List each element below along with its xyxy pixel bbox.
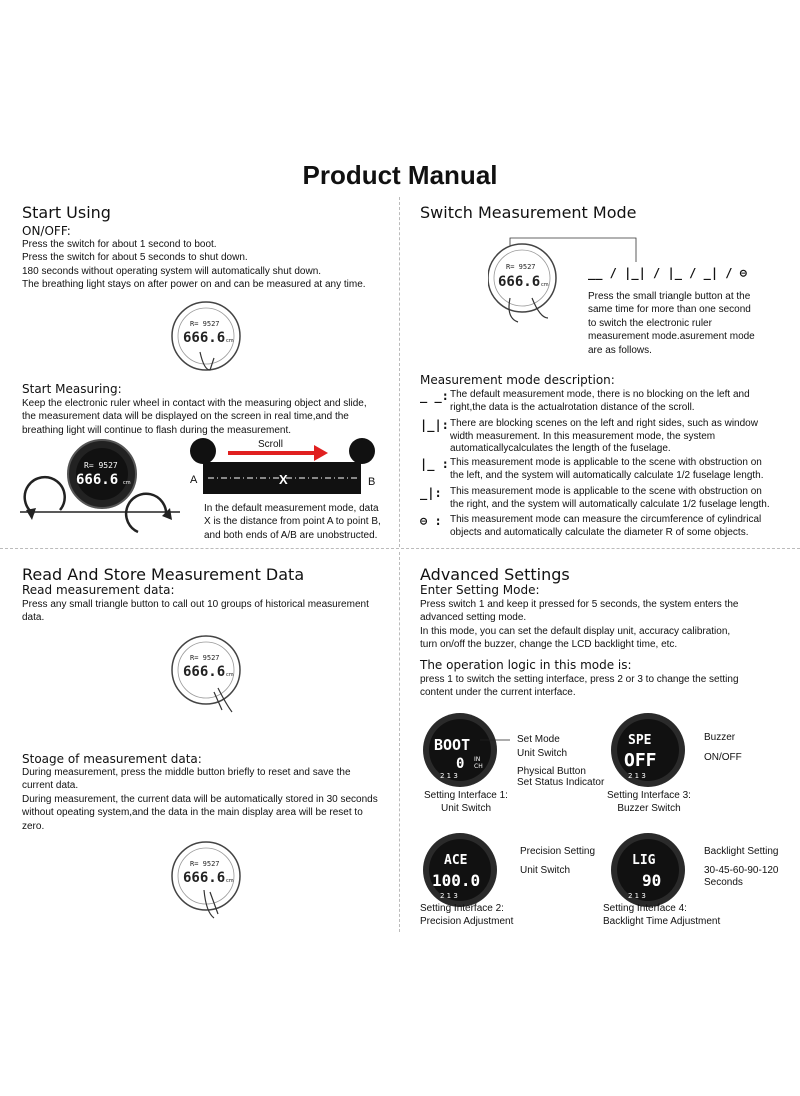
start-using-heading: Start Using xyxy=(22,203,111,222)
svg-text:LIG: LIG xyxy=(632,853,656,868)
setting-panel-1-caption: Setting Interface 1: Unit Switch xyxy=(424,790,508,815)
callout-set-mode: Set Mode xyxy=(517,734,560,745)
svg-text:666.6: 666.6 xyxy=(183,330,226,346)
point-x-label: X xyxy=(279,472,288,487)
svg-text:0: 0 xyxy=(456,756,465,772)
read-data-subheading: Read measurement data: xyxy=(22,583,175,597)
mode-description-heading: Measurement mode description: xyxy=(420,373,615,387)
svg-text:CH: CH xyxy=(474,763,483,770)
svg-text:cm: cm xyxy=(541,282,549,288)
callout-buzzer: Buzzer xyxy=(704,732,736,743)
svg-text:SPE: SPE xyxy=(628,733,652,748)
svg-text:2 1 3: 2 1 3 xyxy=(440,892,458,900)
advanced-heading: Advanced Settings xyxy=(420,565,570,584)
column-divider xyxy=(399,197,400,547)
mode-desc-default: _ _: The default measurement mode, there is no blocking on the left and right,the data is the actualrotation distance of the scroll. xyxy=(420,389,750,413)
svg-text:666.6: 666.6 xyxy=(76,472,119,488)
callout-seconds: Seconds xyxy=(704,877,743,888)
mode-both-blocked-icon: |_|: xyxy=(420,418,449,432)
svg-text:cm: cm xyxy=(226,338,234,344)
svg-text:R= 9527: R= 9527 xyxy=(190,320,220,328)
operation-logic-text: press 1 to switch the setting interface, press 2 or 3 to change the setting content under the current interface. xyxy=(420,674,739,699)
svg-text:666.6: 666.6 xyxy=(183,664,226,680)
start-measuring-heading: Start Measuring: xyxy=(22,382,122,396)
page-title: Product Manual xyxy=(302,160,498,190)
storage-subheading: Stoage of measurement data: xyxy=(22,752,202,766)
svg-text:cm: cm xyxy=(226,672,234,678)
svg-text:666.6: 666.6 xyxy=(183,870,226,886)
a-to-b-diagram xyxy=(188,434,383,504)
start-using-text: Press the switch for about 1 second to boot. Press the switch for about 5 seconds to shut down. 180 seconds without operating system will automatically shut down. The breathing light stays on after power on and can be measured at any time. xyxy=(22,239,366,291)
setting-panel-4-caption: Setting Interface 4: Backlight Time Adjustment xyxy=(603,903,721,928)
mode-desc-right-blocked: _|: This measurement mode is applicable to the scene with obstruction on the right, and the system will automatically calculate 1/2 fuselage length. xyxy=(420,486,770,510)
svg-text:OFF: OFF xyxy=(624,750,657,771)
setting-panel-4-display xyxy=(608,832,698,912)
mode-left-blocked-icon: |_ : xyxy=(420,457,449,471)
switch-mode-heading: Switch Measurement Mode xyxy=(420,203,637,222)
svg-text:2 1 3: 2 1 3 xyxy=(440,772,458,780)
setting-panel-2-display xyxy=(420,832,510,912)
column-divider-lower xyxy=(399,552,400,932)
svg-text:2 1 3: 2 1 3 xyxy=(628,892,646,900)
row-divider xyxy=(0,548,800,549)
svg-text:R= 9527: R= 9527 xyxy=(506,263,536,271)
svg-text:BOOT: BOOT xyxy=(434,736,471,754)
switch-mode-text: Press the small triangle button at the same time for more than one second to switch the electronic ruler measurement mode.asurement mode are as follows. xyxy=(588,291,755,356)
device-image-read xyxy=(170,634,245,714)
device-image-store xyxy=(170,840,245,920)
svg-text:90: 90 xyxy=(642,871,662,890)
mode-desc-circumference: ⊖ : This measurement mode can measure the circumference of cylindrical objects and automatically calculate the diameter R of some objects. xyxy=(420,514,762,538)
on-off-subheading: ON/OFF: xyxy=(22,224,71,238)
enter-setting-text: Press switch 1 and keep it pressed for 5 seconds, the system enters the advanced setting mode. In this mode, you can set the default display unit, accuracy calibration, turn on/off the buzzer, change the LCD backlight time, etc. xyxy=(420,599,739,651)
mode-desc-both-blocked: |_|: There are blocking scenes on the left and right sides, such as window width measurement. In this measurement mode, the system automaticallycalculates the length of the fuselage. xyxy=(420,418,758,454)
read-store-heading: Read And Store Measurement Data xyxy=(22,565,305,584)
mode-icons-row: __ / |_| / |_ / _| / ⊖ xyxy=(588,266,747,280)
callout-backlight-setting: Backlight Setting xyxy=(704,846,779,857)
svg-text:cm: cm xyxy=(226,878,234,884)
callout-physical-button: Physical Button xyxy=(517,766,586,777)
svg-text:R= 9527: R= 9527 xyxy=(190,860,220,868)
mode-default-icon: _ _: xyxy=(420,389,449,403)
setting-panel-3-caption: Setting Interface 3: Buzzer Switch xyxy=(607,790,691,815)
callout-on-off: ON/OFF xyxy=(704,752,742,763)
mode-right-blocked-icon: _|: xyxy=(420,486,442,500)
storage-text: During measurement, press the middle button briefly to reset and save the current data. During measurement, the current data will be automatically stored in 30 seconds without opeating system,and the data in the main display area will be reset to zero. xyxy=(22,767,378,832)
rolling-device-illustration xyxy=(20,436,190,546)
callout-status-indicator: Set Status Indicator xyxy=(517,777,605,788)
read-data-text: Press any small triangle button to call out 10 groups of historical measurement data. xyxy=(22,599,369,624)
svg-text:100.0: 100.0 xyxy=(432,871,481,890)
scroll-label: Scroll xyxy=(258,439,284,450)
a-to-b-caption: In the default measurement mode, data X is the distance from point A to point B, and both ends of A/B are unobstructed. xyxy=(204,503,381,541)
enter-setting-subheading: Enter Setting Mode: xyxy=(420,583,540,597)
mode-circumference-icon: ⊖ : xyxy=(420,514,442,528)
callout-unit-switch-2: Unit Switch xyxy=(520,865,571,876)
mode-desc-left-blocked: |_ : This measurement mode is applicable to the scene with obstruction on the left, and the system will automatically calculate 1/2 fuselage length. xyxy=(420,457,764,481)
svg-text:R= 9527: R= 9527 xyxy=(190,654,220,662)
point-a-label: A xyxy=(190,474,198,486)
svg-text:cm: cm xyxy=(123,480,131,486)
point-b-label: B xyxy=(368,476,376,488)
svg-text:2 1 3: 2 1 3 xyxy=(628,772,646,780)
callout-unit-switch-1: Unit Switch xyxy=(517,748,568,759)
svg-text:R= 9527: R= 9527 xyxy=(84,461,118,470)
setting-panel-2-caption: Setting Interface 2: Precision Adjustment xyxy=(420,903,514,928)
svg-text:666.6: 666.6 xyxy=(498,274,541,290)
setting-panel-1-display xyxy=(420,712,510,792)
svg-text:IN: IN xyxy=(474,756,481,763)
callout-backlight-options: 30-45-60-90-120 xyxy=(704,865,779,876)
device-image-power xyxy=(170,300,242,372)
svg-text:ACE: ACE xyxy=(444,853,468,868)
start-measuring-text: Keep the electronic ruler wheel in contact with the measuring object and slide, the measurement data will be displayed on the screen in real time,and the breathing light will continue to flash during the measurement. xyxy=(22,398,367,436)
operation-logic-subheading: The operation logic in this mode is: xyxy=(420,658,632,672)
callout-precision-setting: Precision Setting xyxy=(520,846,596,857)
setting-panel-3-display xyxy=(608,712,698,792)
